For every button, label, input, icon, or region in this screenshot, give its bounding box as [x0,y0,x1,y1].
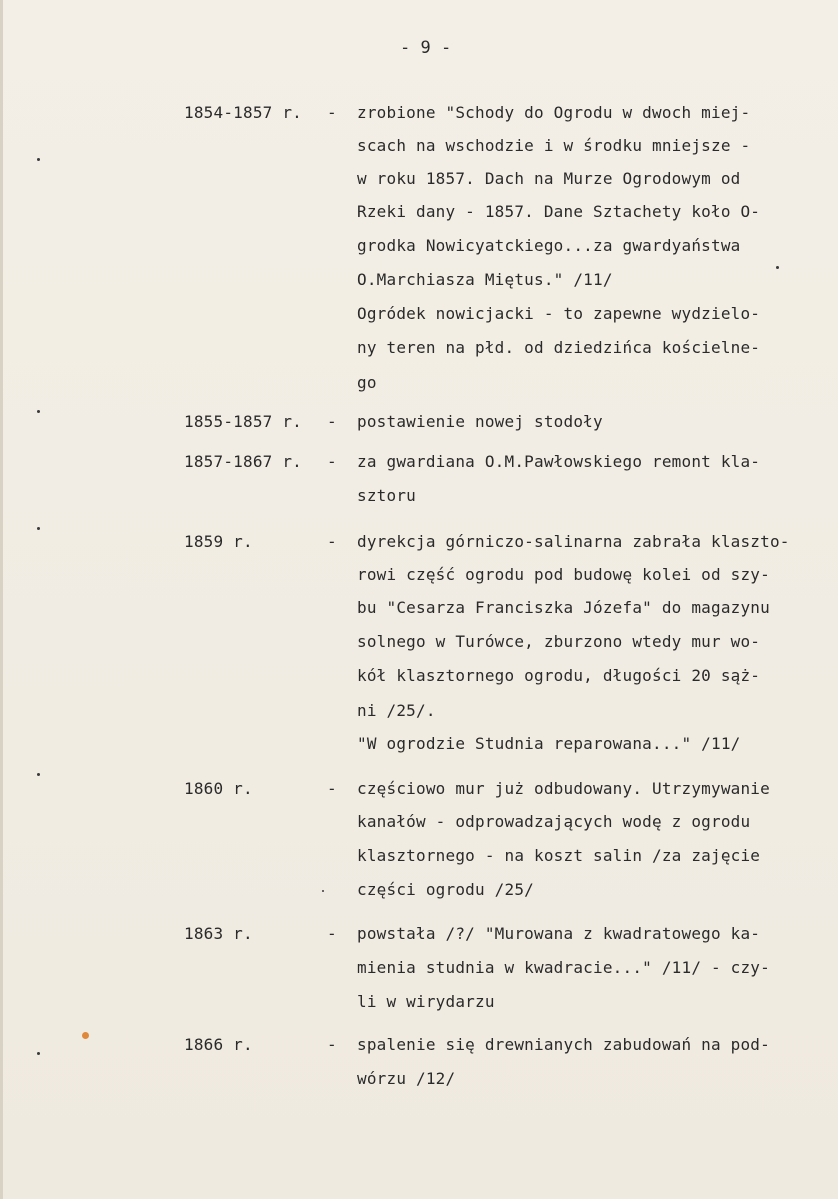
entry-text-line: O.Marchiasza Miętus." /11/ [357,270,613,289]
scan-speck [322,890,324,892]
entry-dash: - [327,452,337,471]
entry-date: 1859 r. [184,532,253,551]
entry-date: 1866 r. [184,1035,253,1054]
entry-text-line: za gwardiana O.M.Pawłowskiego remont kla- [357,452,761,471]
orange-mark [82,1032,89,1039]
entry-dash: - [327,1035,337,1054]
entry-date: 1860 r. [184,779,253,798]
entry-text-line: bu "Cesarza Franciszka Józefa" do magazynu [357,598,770,617]
entry-text-line: scach na wschodzie i w środku mniejsze - [357,136,751,155]
entry-text-line: dyrekcja górniczo-salinarna zabrała klaszto- [357,532,790,551]
entry-text-line: sztoru [357,486,416,505]
entry-text-line: częściowo mur już odbudowany. Utrzymywanie [357,779,770,798]
entry-dash: - [327,532,337,551]
scan-speck [37,410,40,413]
entry-text-line: "W ogrodzie Studnia reparowana..." /11/ [357,734,741,753]
scan-speck [37,1052,40,1055]
entry-text-line: solnego w Turówce, zburzono wtedy mur wo- [357,632,761,651]
entry-text-line: postawienie nowej stodoły [357,412,603,431]
scan-speck [37,158,40,161]
scan-speck [776,266,779,269]
entry-date: 1854-1857 r. [184,103,302,122]
entry-text-line: kół klasztornego ogrodu, długości 20 sąż- [357,666,761,685]
entry-date: 1855-1857 r. [184,412,302,431]
entry-text-line: go [357,373,377,392]
page-edge-shadow [0,0,3,1199]
entry-dash: - [327,103,337,122]
entry-text-line: części ogrodu /25/ [357,880,534,899]
entry-dash: - [327,779,337,798]
entry-text-line: li w wirydarzu [357,992,495,1011]
entry-text-line: grodka Nowicyatckiego...za gwardyaństwa [357,236,741,255]
entry-date: 1857-1867 r. [184,452,302,471]
entry-text-line: spalenie się drewnianych zabudowań na pod- [357,1035,770,1054]
entry-text-line: ni /25/. [357,701,436,720]
entry-dash: - [327,924,337,943]
entry-text-line: klasztornego - na koszt salin /za zajęcie [357,846,761,865]
entry-text-line: rowi część ogrodu pod budowę kolei od szy- [357,565,770,584]
scan-speck [37,527,40,530]
entry-dash: - [327,412,337,431]
entry-text-line: kanałów - odprowadzających wodę z ogrodu [357,812,751,831]
entry-text-line: Ogródek nowicjacki - to zapewne wydzielo- [357,304,761,323]
entry-text-line: Rzeki dany - 1857. Dane Sztachety koło O- [357,202,761,221]
entry-text-line: powstała /?/ "Murowana z kwadratowego ka- [357,924,761,943]
scan-speck [37,773,40,776]
entry-text-line: w roku 1857. Dach na Murze Ogrodowym od [357,169,741,188]
page-number: - 9 - [400,38,452,58]
entry-date: 1863 r. [184,924,253,943]
entry-text-line: mienia studnia w kwadracie..." /11/ - czy- [357,958,770,977]
entry-text-line: ny teren na płd. od dziedzińca kościelne- [357,338,761,357]
entry-text-line: wórzu /12/ [357,1069,456,1088]
entry-text-line: zrobione "Schody do Ogrodu w dwoch miej- [357,103,751,122]
